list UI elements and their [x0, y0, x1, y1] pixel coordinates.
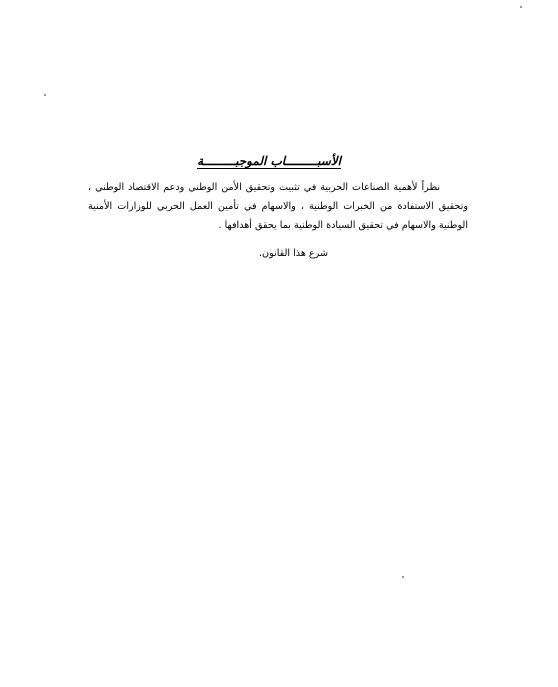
scan-speck: [520, 6, 522, 8]
scan-speck: [402, 576, 404, 578]
closing-line: شرع هذا القانون.: [258, 248, 328, 259]
document-body: [88, 178, 468, 235]
body-paragraph: نظراً لأهمية الصناعات الحربية في تثبيت وتحقيق الأمن الوطني ودعم الاقتصاد الوطني ، وتحقيق الاستفادة من الخبرات الوطنية ، والاسهام في تأمين العمل الحربي للوزارات الأمنية الوطنية والاسهام في تحقيق السيادة الوطنية بما يحقق أهدافها .: [88, 182, 468, 231]
document-title: الأسبـــــــــاب الموجبـــــــــة: [197, 154, 341, 168]
scan-speck: [44, 94, 46, 96]
